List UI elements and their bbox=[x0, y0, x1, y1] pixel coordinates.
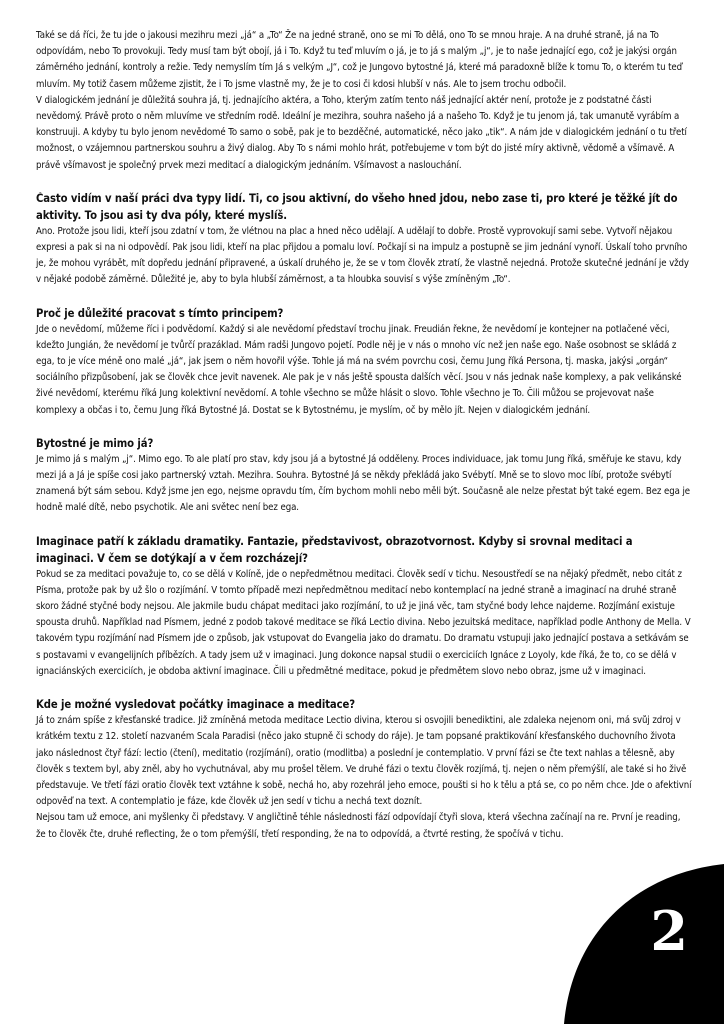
qa-section bbox=[36, 190, 692, 289]
paragraph: V dialogickém jednání je důležitá souhra já, tj. jednajícího aktéra, a Toho, kterým zatím tento náš jednající aktér není, protože je z podstatné části nevědomý. Právě proto o něm mluvíme ve středním rodě. Ideální je mezihra, souhra našeho já a našeho To. Když je tu jenom já, tak umanutě vyrábím a konstruuji. A kdyby tu bylo jenom nevědomé To samo o sobě, pak je to bezděčné, automatické, něco jako „tik“. A nám jde v dialogickém jednání o tu třetí možnost, o vzájemnou partnerskou souhru a živý dialog. Aby To s námi mohlo hrát, potřebujeme v tom být do jisté míry aktivně, vědomě a všímavě. A právě všímavost je společný prvek mezi meditací a dialogickým jednáním. Všímavost a naslouchání. bbox=[36, 94, 687, 171]
article-body bbox=[36, 28, 692, 859]
page-number: 2 bbox=[650, 899, 688, 963]
qa-section bbox=[36, 533, 692, 680]
qa-section bbox=[36, 305, 692, 419]
qa-section bbox=[36, 696, 692, 843]
intro-section bbox=[36, 28, 692, 174]
question-heading: Kde je možné vysledovat počátky imaginace a meditace? bbox=[36, 698, 355, 712]
question-heading: Proč je důležité pracovat s tímto principem? bbox=[36, 306, 284, 320]
question-heading: Imaginace patří k základu dramatiky. Fantazie, představivost, obrazotvornost. Kdyby si srovnal meditaci a imaginaci. V čem se dotýkají a v čem rozcházejí? bbox=[36, 534, 633, 565]
answer-paragraph: Pokud se za meditaci považuje to, co se dělá v Kolíně, jde o nepředmětnou meditaci. Člověk sedí v tichu. Nesoustředí se na nějaký předmět, nebo citát z Písma, protože pak by už šlo o rozjímání. V tomto případě mezi nepředmětnou meditací nebo kontemplací na jedné straně a imaginací na druhé straně skoro žádné styčné body nejsou. Ale jakmile budu chápat meditaci jako rozjímání, to už je jiná věc, tam styčné body lehce najdeme. Rozjímání existuje spousta druhů. Například nad Písmem, jedné z podob takové meditace se říká Lectio divina. Nebo jezuitská meditace, například podle Anthony de Mella. V takovém typu rozjímání nad Písmem jde o způsob, jak vstupovat do Evangelia jako do dramatu. Do dramatu vstupuji jako jednající postava a setkávám se s postavami v evangelijních příbězích. A tady jsem už v imaginaci. Jung dokonce napsal studii o exerciciích Ignáce z Loyoly, kde říká, že to, co se dělá v ignaciánských exerciciích, je obdoba aktivní imaginace. Čili u předmětné meditace, pokud je předmětem slovo nebo obraz, jsme už v imaginaci. bbox=[36, 568, 691, 677]
answer-paragraph: Je mimo já s malým „j“. Mimo ego. To ale platí pro stav, kdy jsou já a bytostné Já odděleny. Proces individuace, jak tomu Jung říká, směřuje ke stavu, kdy mezi já a Já je spíše cosi jako partnerský vztah. Mezihra. Souhra. Bytostné Já se někdy překládá jako Svébytí. Mně se to slovo moc líbí, protože svébytí znamená být sám sebou. Když jsme jen ego, nejsme opravdu tím, čím bychom mohli nebo měli být. Současně ale nelze přestat být také egem. Bez ega je hodně malé dítě, nebo psychotik. Ale ani světec není bez ega. bbox=[36, 453, 690, 514]
corner-decoration bbox=[564, 864, 724, 1024]
question-heading: Často vidím v naší práci dva typy lidí. Ti, co jsou aktivní, do všeho hned jdou, nebo zase ti, pro které je těžké jít do aktivity. To jsou asi ty dva póly, které myslíš. bbox=[36, 191, 678, 222]
paragraph: Také se dá říci, že tu jde o jakousi mezihru mezi „já“ a „To“ Že na jedné straně, ono se mi To dělá, ono To se mnou hraje. A na druhé straně, já na To odpovídám, nebo To provokuji. Tedy musí tam být obojí, já i To. Když tu teď mluvím o já, je to já s malým „j“, je to naše jednající ego, což je jakýsi orgán záměrného jednání, kontroly a režie. Tedy nemyslím tím Já s velkým „J“, což je Jungovo bytostné Já, které má paradoxně blíže k tomu To, o kterém tu teď mluvím. My totiž časem můžeme zjistit, že i To jsme vlastně my, že je to cosi či kdosi hlubší v nás. Ale to jsem trochu odbočil. bbox=[36, 30, 683, 90]
answer-paragraph: Já to znám spíše z křesťanské tradice. Již zmíněná metoda meditace Lectio divina, kterou si osvojili benediktini, ale zdaleka nejenom oni, má svůj zdroj v krátkém textu z 12. století nazvaném Scala Paradisi (něco jako stupně či schody do ráje). Je tam popsané praktikování křesťanského duchovního života jako následnost čtyř fází: lectio (čtení), meditatio (rozjímání), oratio (modlitba) a poslední je contemplatio. V první fázi se čte text nahlas a tělesně, aby člověk s textem byl, aby zněl, aby ho vychutnával, aby mu prošel tělem. Ve druhé fázi o textu člověk rozjímá, tj. nejen o něm přemýšlí, ale také si ho živě představuje. Ve třetí fázi oratio člověk text vztáhne k sobě, nechá ho, aby rozehrál jeho emoce, poušti si ho k tělu a ptá se, co po něm chce. Jde o afektivní odpověď na text. A contemplatio je fáze, kde člověk už jen sedí v tichu a nechá text doznít. bbox=[36, 715, 692, 808]
answer-paragraph: Nejsou tam už emoce, ani myšlenky či představy. V angličtině téhle následnosti fází odpovídají čtyři slova, která všechna začínají na re. První je reading, že to člověk čte, druhé reflecting, že o tom přemýšlí, třetí responding, že na to odpovídá, a čtvrté resting, že spočívá v tichu. bbox=[36, 812, 681, 840]
question-heading: Bytostné je mimo já? bbox=[36, 436, 154, 450]
answer-paragraph: Ano. Protože jsou lidi, kteří jsou zdatní v tom, že vlétnou na plac a hned něco udělají. A udělají to dobře. Prostě vyprovokují sami sebe. Vytvoří nějakou expresi a pak si na ni odpovědí. Pak jsou lidi, kteří na plac přijdou a pomalu loví. Počkají si na impulz a postupně se jim jednání vynoří. Úskalí toho prvního je, že mohou vyrábět, mít dopředu jednání připravené, a úskalí druhého je, že se v tom člověk ztratí, že vlastně nejedná. Protože skutečné jednání je vždy v nějaké podobě záměrné. Důležité je, aby to byla hlubší záměrnost, a ta hloubka souvisí s výše zmíněným „To“. bbox=[36, 225, 689, 286]
answer-paragraph: Jde o nevědomí, můžeme říci i podvědomí. Každý si ale nevědomí představí trochu jinak. Freudián řekne, že nevědomí je kontejner na potlačené věci, kdežto Jungián, že nevědomí je tvůrčí prazáklad. Mám radši Jungovo pojetí. Podle něj je v nás o mnoho víc než jen naše ego. Naše osobnost se skládá z ega, to je více méně ono malé „já“, jak jsem o něm hovořil výše. Tohle já má na svém povrchu cosi, čemu Jung říká Persona, tj. maska, jakýsi „orgán“ sociálního přizpůsobení, jak se člověk chce jevit navenek. Ale pak je v nás ještě spousta dalších věcí. Jsou v nás jednak naše komplexy, a pak velikánské živé nevědomí, kterému říká Jung kolektivní nevědomí. A tohle všechno se může hlásit o slovo. Tohle všechno je To. Čili můžou se projevovat naše komplexy a občas i to, čemu Jung říká Bytostné Já. Dostat se k Bytostnému, je myslím, oč by mělo jít. Nejen v dialogickém jednání. bbox=[36, 323, 682, 416]
qa-section bbox=[36, 435, 692, 517]
